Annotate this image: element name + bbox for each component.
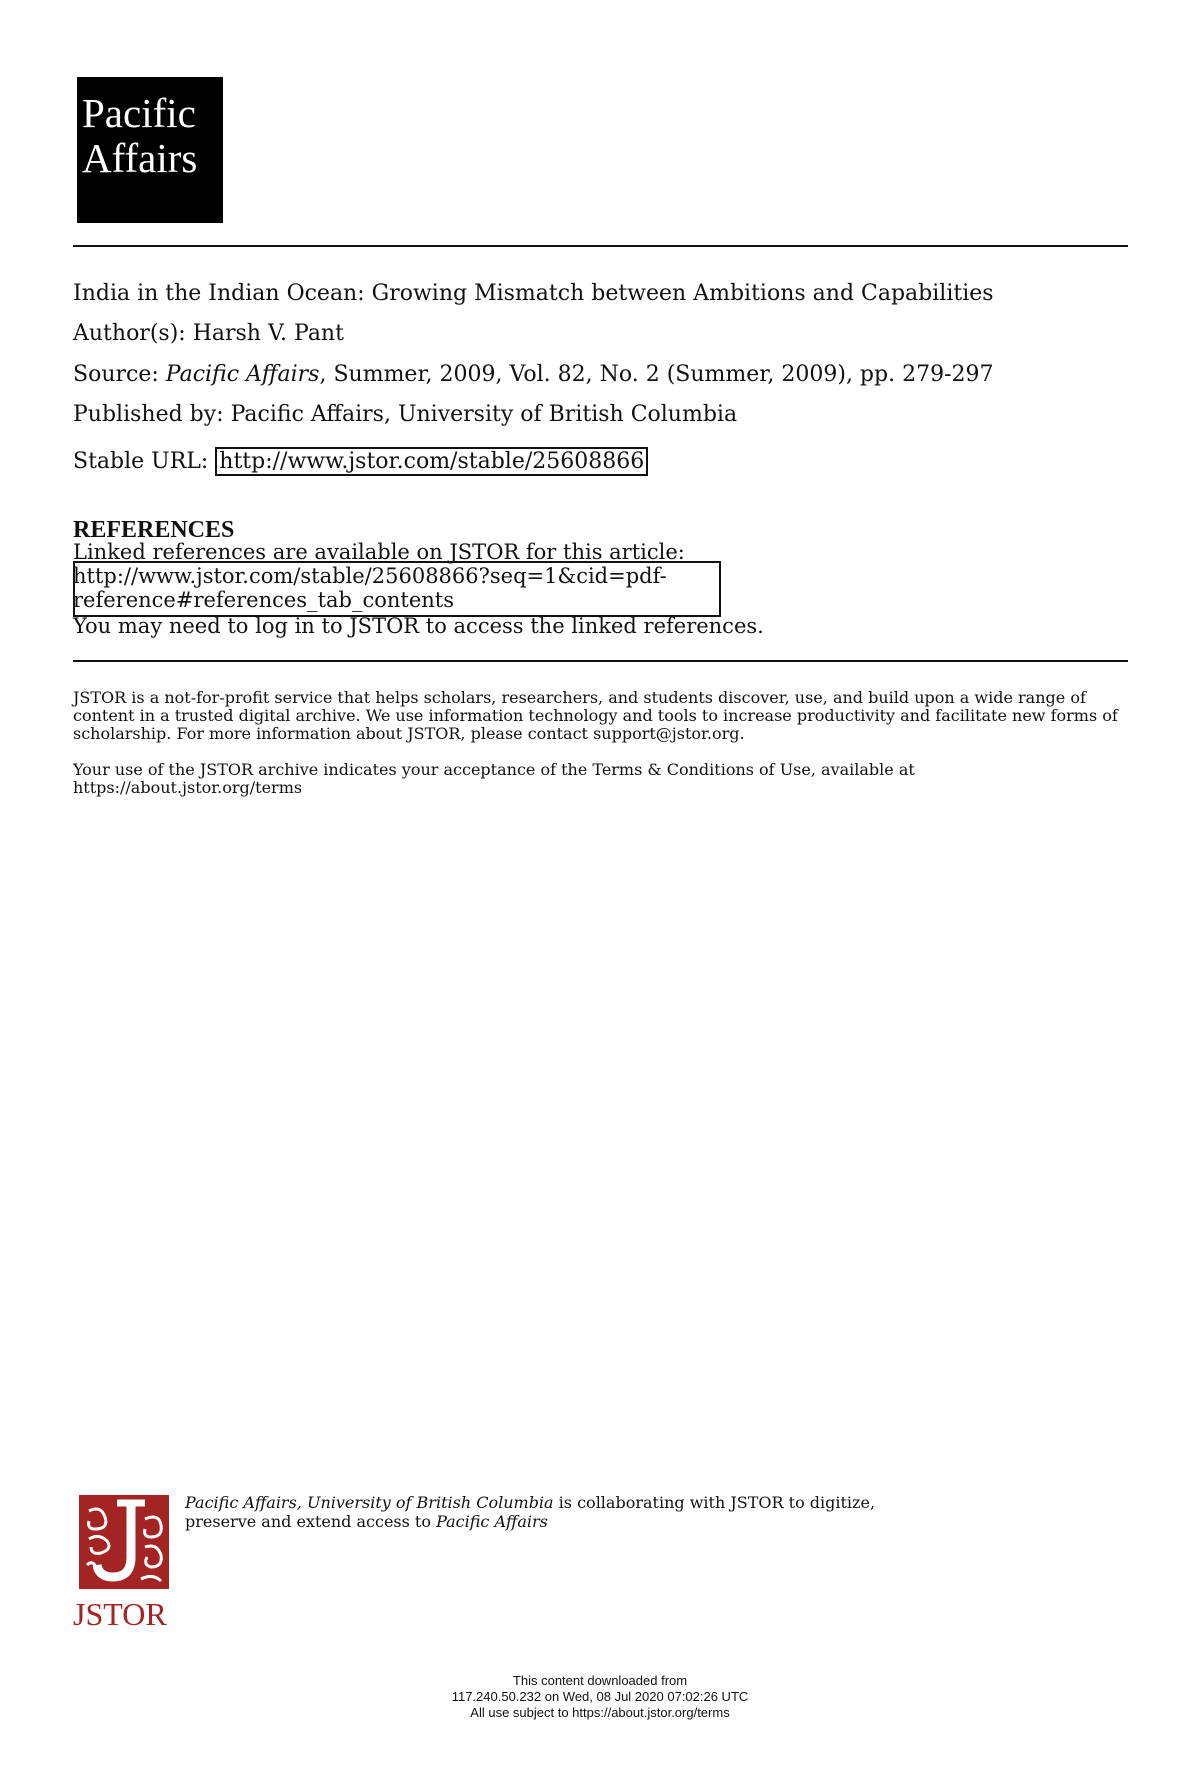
- stable-url-link[interactable]: http://www.jstor.com/stable/25608866: [215, 447, 648, 476]
- references-intro: Linked references are available on JSTOR for this article:: [73, 540, 685, 564]
- publisher-line: [73, 401, 737, 429]
- footer-line-1: This content downloaded from: [512, 1673, 688, 1688]
- collaboration-text-1: is collaborating with JSTOR to digitize,: [553, 1493, 876, 1512]
- terms-notice-paragraph: Your use of the JSTOR archive indicates your acceptance of the Terms & Conditions of Use, available at https://about.jstor.org/terms: [73, 760, 915, 797]
- collaboration-journal: Pacific Affairs: [436, 1512, 548, 1531]
- collaboration-text: [185, 1493, 875, 1531]
- footer-line-2: 117.240.50.232 on Wed, 08 Jul 2020 07:02:26 UTC: [451, 1689, 749, 1704]
- article-title: India in the Indian Ocean: Growing Mismatch between Ambitions and Capabilities: [73, 281, 994, 306]
- authors-value: Harsh V. Pant: [192, 321, 344, 346]
- source-label: Source:: [73, 362, 159, 387]
- source-line: [73, 361, 994, 389]
- source-journal: Pacific Affairs: [165, 362, 320, 387]
- pacific-affairs-logo: [77, 77, 223, 223]
- collaboration-publisher: Pacific Affairs, University of British Columbia: [185, 1493, 554, 1512]
- stable-url-label: Stable URL:: [73, 449, 209, 474]
- publisher-value: Pacific Affairs, University of British Columbia: [230, 402, 738, 427]
- references-link[interactable]: [73, 564, 713, 612]
- stable-url-line: [73, 448, 648, 476]
- published-label: Published by:: [73, 402, 224, 427]
- collaboration-line-2: [185, 1512, 875, 1531]
- references-note: You may need to log in to JSTOR to access the linked references.: [73, 614, 764, 638]
- download-footer: [0, 1673, 1200, 1721]
- references-heading: REFERENCES: [73, 517, 235, 543]
- jstor-wordmark: JSTOR: [73, 1596, 167, 1632]
- collaboration-line-1: [185, 1493, 875, 1512]
- authors-line: [73, 320, 344, 348]
- top-divider: [73, 245, 1128, 247]
- authors-label: Author(s):: [73, 321, 186, 346]
- jstor-seal-icon: [79, 1495, 169, 1589]
- jstor-notice-paragraph: JSTOR is a not-for-profit service that helps scholars, researchers, and students discover, use, and build upon a wide range of content in a trusted digital archive. We use information technology and tools to increase productivity and facilitate new forms of scholarship. For more information about JSTOR, please contact support@jstor.org.: [73, 688, 1118, 743]
- references-link-line-2[interactable]: reference#references_tab_contents: [73, 588, 455, 612]
- logo-line-2: Affairs: [82, 135, 198, 181]
- bottom-divider: [73, 660, 1128, 662]
- collaboration-text-2: preserve and extend access to: [185, 1512, 437, 1531]
- logo-line-1: Pacific: [82, 90, 196, 136]
- references-link-line-1[interactable]: http://www.jstor.com/stable/25608866?seq=1&cid=pdf-: [73, 564, 667, 588]
- footer-line-3: All use subject to https://about.jstor.org/terms: [470, 1705, 730, 1720]
- source-details: , Summer, 2009, Vol. 82, No. 2 (Summer, 2009), pp. 279-297: [319, 362, 994, 387]
